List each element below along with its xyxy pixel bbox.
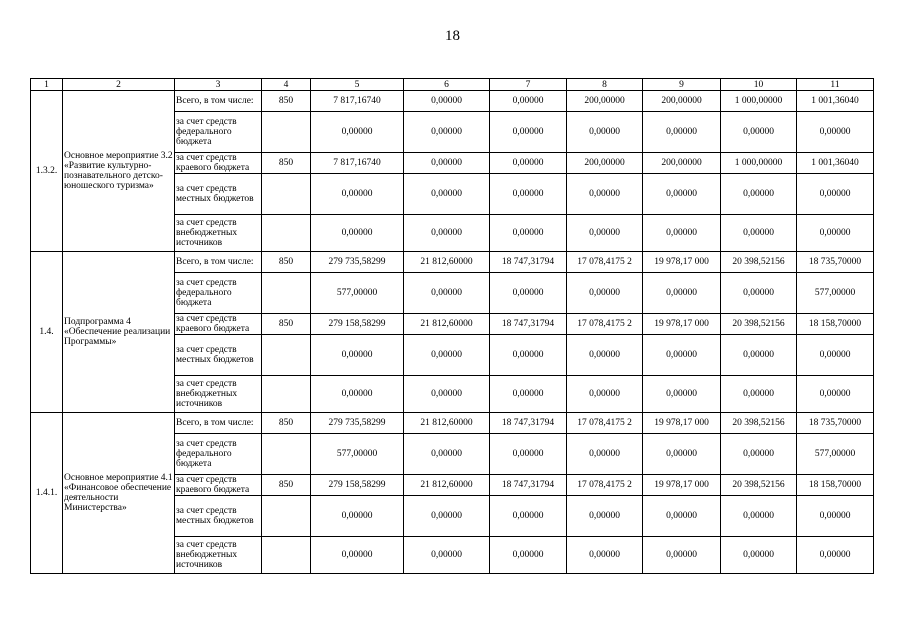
amount-cell: 21 812,60000 — [404, 314, 490, 335]
amount-cell: 0,00000 — [404, 335, 490, 376]
amount-cell: 1 000,00000 — [721, 153, 797, 174]
funding-source: за счет средств внебюджетных источников — [175, 376, 262, 413]
amount-cell: 0,00000 — [404, 537, 490, 574]
amount-cell: 0,00000 — [311, 335, 404, 376]
amount-cell: 0,00000 — [721, 174, 797, 215]
amount-cell: 19 978,17 000 — [643, 314, 721, 335]
amount-cell: 0,00000 — [721, 335, 797, 376]
grbs-code — [262, 174, 311, 215]
amount-cell: 0,00000 — [490, 434, 567, 475]
amount-cell: 7 817,16740 — [311, 91, 404, 112]
amount-cell: 0,00000 — [797, 215, 874, 252]
amount-cell: 19 978,17 000 — [643, 252, 721, 273]
funding-source: за счет средств местных бюджетов — [175, 335, 262, 376]
amount-cell: 0,00000 — [311, 376, 404, 413]
amount-cell: 0,00000 — [311, 112, 404, 153]
header-cell: 7 — [490, 79, 567, 91]
amount-cell: 0,00000 — [643, 215, 721, 252]
table-row — [31, 413, 874, 434]
grbs-code — [262, 496, 311, 537]
amount-cell: 0,00000 — [567, 174, 643, 215]
amount-cell: 0,00000 — [643, 335, 721, 376]
amount-cell: 0,00000 — [797, 335, 874, 376]
amount-cell: 19 978,17 000 — [643, 413, 721, 434]
item-name: Основное мероприятие 3.2 «Развитие культурно-познавательного детско-юношеского туризма» — [63, 91, 175, 252]
amount-cell: 18 747,31794 — [490, 475, 567, 496]
item-code: 1.3.2. — [31, 91, 63, 252]
amount-cell: 0,00000 — [643, 273, 721, 314]
funding-source: за счет средств федерального бюджета — [175, 434, 262, 475]
amount-cell: 21 812,60000 — [404, 413, 490, 434]
grbs-code — [262, 112, 311, 153]
amount-cell: 0,00000 — [404, 153, 490, 174]
amount-cell: 0,00000 — [404, 215, 490, 252]
funding-source: Всего, в том числе: — [175, 91, 262, 112]
funding-source: за счет средств федерального бюджета — [175, 273, 262, 314]
amount-cell: 0,00000 — [567, 376, 643, 413]
amount-cell: 279 735,58299 — [311, 252, 404, 273]
amount-cell: 0,00000 — [567, 273, 643, 314]
amount-cell: 17 078,4175 2 — [567, 252, 643, 273]
funding-source: за счет средств местных бюджетов — [175, 174, 262, 215]
amount-cell: 0,00000 — [721, 496, 797, 537]
amount-cell: 17 078,4175 2 — [567, 413, 643, 434]
amount-cell: 18 747,31794 — [490, 413, 567, 434]
funding-source: за счет средств краевого бюджета — [175, 153, 262, 174]
amount-cell: 18 747,31794 — [490, 252, 567, 273]
amount-cell: 1 001,36040 — [797, 91, 874, 112]
table-body — [31, 79, 874, 574]
amount-cell: 0,00000 — [490, 112, 567, 153]
grbs-code: 850 — [262, 475, 311, 496]
budget-table — [30, 78, 874, 574]
amount-cell: 0,00000 — [404, 112, 490, 153]
amount-cell: 0,00000 — [797, 496, 874, 537]
amount-cell: 279 735,58299 — [311, 413, 404, 434]
amount-cell: 20 398,52156 — [721, 252, 797, 273]
amount-cell: 0,00000 — [721, 537, 797, 574]
funding-source: за счет средств внебюджетных источников — [175, 215, 262, 252]
table-row — [31, 91, 874, 112]
amount-cell: 0,00000 — [311, 537, 404, 574]
amount-cell: 18 158,70000 — [797, 314, 874, 335]
amount-cell: 0,00000 — [404, 91, 490, 112]
funding-source: Всего, в том числе: — [175, 252, 262, 273]
page-number: 18 — [445, 28, 460, 44]
amount-cell: 0,00000 — [490, 496, 567, 537]
amount-cell: 0,00000 — [567, 434, 643, 475]
amount-cell: 0,00000 — [721, 112, 797, 153]
amount-cell: 0,00000 — [721, 376, 797, 413]
amount-cell: 0,00000 — [567, 215, 643, 252]
amount-cell: 0,00000 — [721, 215, 797, 252]
grbs-code — [262, 335, 311, 376]
item-name: Подпрограмма 4 «Обеспечение реализации Программы» — [63, 252, 175, 413]
funding-source: за счет средств внебюджетных источников — [175, 537, 262, 574]
amount-cell: 0,00000 — [490, 376, 567, 413]
funding-source: за счет средств федерального бюджета — [175, 112, 262, 153]
header-cell: 1 — [31, 79, 63, 91]
amount-cell: 0,00000 — [643, 537, 721, 574]
amount-cell: 0,00000 — [311, 496, 404, 537]
amount-cell: 19 978,17 000 — [643, 475, 721, 496]
amount-cell: 17 078,4175 2 — [567, 314, 643, 335]
amount-cell: 18 735,70000 — [797, 252, 874, 273]
funding-source: за счет средств местных бюджетов — [175, 496, 262, 537]
amount-cell: 0,00000 — [567, 112, 643, 153]
amount-cell: 577,00000 — [797, 273, 874, 314]
header-cell: 3 — [175, 79, 262, 91]
amount-cell: 0,00000 — [404, 496, 490, 537]
amount-cell: 17 078,4175 2 — [567, 475, 643, 496]
amount-cell: 0,00000 — [797, 376, 874, 413]
grbs-code: 850 — [262, 153, 311, 174]
amount-cell: 18 158,70000 — [797, 475, 874, 496]
header-row — [31, 79, 874, 91]
funding-source: за счет средств краевого бюджета — [175, 314, 262, 335]
amount-cell: 200,00000 — [643, 91, 721, 112]
amount-cell: 577,00000 — [311, 434, 404, 475]
amount-cell: 0,00000 — [797, 537, 874, 574]
amount-cell: 0,00000 — [490, 273, 567, 314]
amount-cell: 279 158,58299 — [311, 475, 404, 496]
grbs-code: 850 — [262, 413, 311, 434]
grbs-code: 850 — [262, 252, 311, 273]
amount-cell: 0,00000 — [311, 215, 404, 252]
header-cell: 9 — [643, 79, 721, 91]
amount-cell: 0,00000 — [404, 273, 490, 314]
amount-cell: 21 812,60000 — [404, 252, 490, 273]
amount-cell: 200,00000 — [567, 91, 643, 112]
amount-cell: 279 158,58299 — [311, 314, 404, 335]
amount-cell: 20 398,52156 — [721, 314, 797, 335]
amount-cell: 0,00000 — [797, 174, 874, 215]
amount-cell: 18 747,31794 — [490, 314, 567, 335]
grbs-code: 850 — [262, 314, 311, 335]
item-code: 1.4.1. — [31, 413, 63, 574]
header-cell: 8 — [567, 79, 643, 91]
amount-cell: 0,00000 — [721, 434, 797, 475]
amount-cell: 0,00000 — [490, 153, 567, 174]
table-row — [31, 252, 874, 273]
amount-cell: 0,00000 — [404, 174, 490, 215]
amount-cell: 0,00000 — [404, 434, 490, 475]
amount-cell: 0,00000 — [311, 174, 404, 215]
header-cell: 10 — [721, 79, 797, 91]
item-code: 1.4. — [31, 252, 63, 413]
amount-cell: 0,00000 — [643, 496, 721, 537]
amount-cell: 0,00000 — [797, 112, 874, 153]
grbs-code: 850 — [262, 91, 311, 112]
header-cell: 5 — [311, 79, 404, 91]
grbs-code — [262, 537, 311, 574]
amount-cell: 0,00000 — [490, 537, 567, 574]
amount-cell: 21 812,60000 — [404, 475, 490, 496]
amount-cell: 577,00000 — [797, 434, 874, 475]
grbs-code — [262, 273, 311, 314]
grbs-code — [262, 376, 311, 413]
item-name: Основное мероприятие 4.1 «Финансовое обеспечение деятельности Министерства» — [63, 413, 175, 574]
grbs-code — [262, 434, 311, 475]
amount-cell: 0,00000 — [490, 335, 567, 376]
amount-cell: 0,00000 — [643, 376, 721, 413]
funding-source: за счет средств краевого бюджета — [175, 475, 262, 496]
amount-cell: 7 817,16740 — [311, 153, 404, 174]
header-cell: 6 — [404, 79, 490, 91]
amount-cell: 20 398,52156 — [721, 475, 797, 496]
grbs-code — [262, 215, 311, 252]
amount-cell: 20 398,52156 — [721, 413, 797, 434]
amount-cell: 200,00000 — [567, 153, 643, 174]
amount-cell: 0,00000 — [643, 174, 721, 215]
amount-cell: 1 001,36040 — [797, 153, 874, 174]
funding-source: Всего, в том числе: — [175, 413, 262, 434]
amount-cell: 577,00000 — [311, 273, 404, 314]
amount-cell: 0,00000 — [490, 174, 567, 215]
amount-cell: 0,00000 — [567, 335, 643, 376]
header-cell: 2 — [63, 79, 175, 91]
header-cell: 4 — [262, 79, 311, 91]
amount-cell: 18 735,70000 — [797, 413, 874, 434]
amount-cell: 0,00000 — [490, 215, 567, 252]
amount-cell: 0,00000 — [643, 434, 721, 475]
amount-cell: 1 000,00000 — [721, 91, 797, 112]
amount-cell: 0,00000 — [567, 537, 643, 574]
header-cell: 11 — [797, 79, 874, 91]
amount-cell: 0,00000 — [490, 91, 567, 112]
amount-cell: 0,00000 — [643, 112, 721, 153]
amount-cell: 0,00000 — [721, 273, 797, 314]
amount-cell: 0,00000 — [567, 496, 643, 537]
amount-cell: 200,00000 — [643, 153, 721, 174]
amount-cell: 0,00000 — [404, 376, 490, 413]
